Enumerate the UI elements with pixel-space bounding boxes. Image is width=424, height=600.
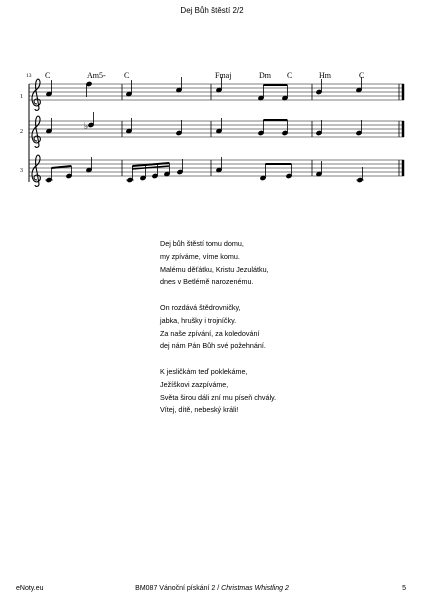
lyric-line: Světa širou dáli zní mu píseň chvály. xyxy=(160,392,277,402)
staff-number: 1 xyxy=(20,94,23,100)
chord-symbol: C xyxy=(287,71,293,80)
footer-book-subtitle: Christmas Whistling 2 xyxy=(221,585,289,592)
lyric-line: On rozdává štědrovničky, xyxy=(160,302,241,312)
footer-site: eNoty.eu xyxy=(16,585,44,592)
page-number: 5 xyxy=(402,585,406,592)
lyric-line: K jesličkám teď poklekáme, xyxy=(160,366,248,376)
flat-icon: ♭ xyxy=(84,122,89,132)
footer-book-code: BM087 Vánoční pískání 2 / xyxy=(135,585,222,592)
chord-symbol: Am5- xyxy=(87,71,106,80)
staff-1 xyxy=(29,84,404,100)
staff-3 xyxy=(29,160,404,176)
lyrics-stanza xyxy=(160,238,276,289)
measure-number: 13 xyxy=(26,73,32,79)
page-title: Dej Bůh štěstí 2/2 xyxy=(180,6,244,15)
lyrics-stanza xyxy=(160,302,276,353)
staff-3-notes xyxy=(45,157,364,183)
staff-number: 3 xyxy=(20,168,23,174)
chord-symbol: Dm xyxy=(259,71,271,80)
music-score xyxy=(0,60,424,190)
chord-symbol: Fmaj xyxy=(215,71,232,80)
lyric-line: Za naše zpívání, za koledování xyxy=(160,328,260,338)
lyric-line: Malému děťátku, Kristu Jezulátku, xyxy=(160,264,269,274)
lyric-line: Ježíškovi zazpíváme, xyxy=(160,379,229,389)
chord-symbol: C xyxy=(124,71,130,80)
staff-number: 2 xyxy=(20,129,23,135)
lyrics-block xyxy=(160,238,276,430)
staff-2-notes xyxy=(46,112,362,136)
lyric-line: Vítej, dítě, nebeský králi! xyxy=(160,405,239,415)
lyrics-stanza xyxy=(160,366,276,417)
chord-symbol: Hm xyxy=(319,71,331,80)
chord-symbol: C xyxy=(45,71,51,80)
lyric-line: my zpíváme, víme komu. xyxy=(160,251,240,261)
lyric-line: Dej bůh štěstí tomu domu, xyxy=(160,239,244,248)
lyric-line: jabka, hrušky i trojníčky. xyxy=(160,315,237,325)
chord-symbol: C xyxy=(359,71,365,80)
footer-book-title xyxy=(0,585,424,592)
lyric-line: dnes v Betlémě narozenému. xyxy=(160,277,254,287)
staff-1-notes xyxy=(46,77,362,101)
lyric-line: dej nám Pán Bůh své požehnání. xyxy=(160,341,266,351)
